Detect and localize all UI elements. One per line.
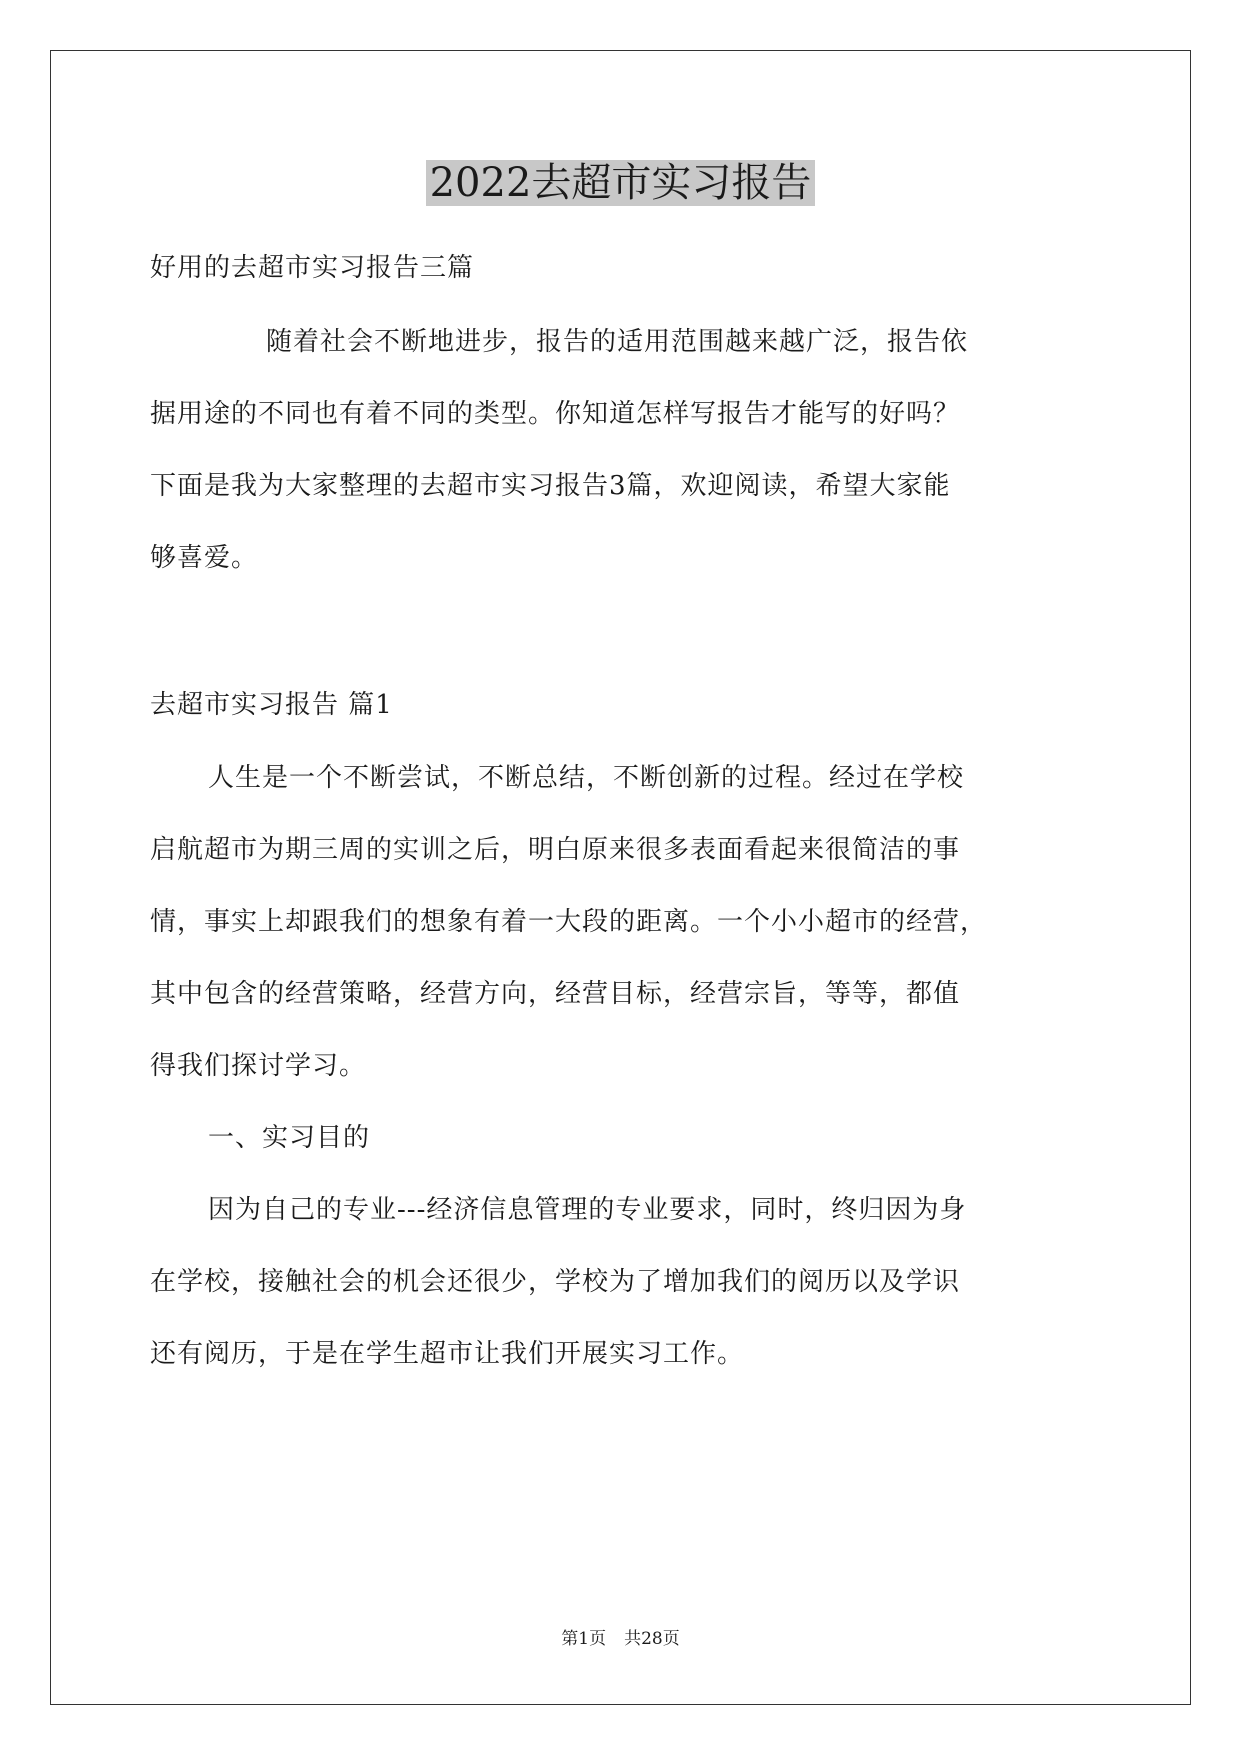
intro-line: 够喜爱。 (150, 543, 259, 573)
paragraph-line: 因为自己的专业---经济信息管理的专业要求，同时，终归因为身 (208, 1195, 967, 1225)
paragraph-line: 情，事实上却跟我们的想象有着一大段的距离。一个小小超市的经营， (150, 907, 988, 937)
paragraph-line: 还有阅历，于是在学生超市让我们开展实习工作。 (150, 1339, 745, 1369)
section-heading: 去超市实习报告 篇1 (150, 690, 393, 720)
subtitle: 好用的去超市实习报告三篇 (150, 253, 475, 283)
paragraph-line: 其中包含的经营策略，经营方向，经营目标，经营宗旨，等等，都值 (150, 979, 961, 1009)
page-frame (50, 50, 1191, 1705)
page-footer (0, 1627, 1241, 1651)
intro-line: 随着社会不断地进步，报告的适用范围越来越广泛，报告依 (266, 327, 969, 357)
page-total: 共28页 (624, 1629, 680, 1649)
intro-line: 据用途的不同也有着不同的类型。你知道怎样写报告才能写的好吗？ (150, 399, 961, 429)
paragraph-line: 在学校，接触社会的机会还很少，学校为了增加我们的阅历以及学识 (150, 1267, 961, 1297)
sub-heading: 一、实习目的 (208, 1123, 371, 1153)
intro-line: 下面是我为大家整理的去超市实习报告3篇，欢迎阅读，希望大家能 (150, 471, 951, 501)
paragraph-line: 启航超市为期三周的实训之后，明白原来很多表面看起来很简洁的事 (150, 835, 961, 865)
title-text: 2022去超市实习报告 (426, 160, 816, 206)
paragraph-line: 人生是一个不断尝试，不断总结，不断创新的过程。经过在学校 (208, 763, 965, 793)
page-number: 第1页 (561, 1629, 607, 1649)
document-title (0, 155, 1241, 211)
paragraph-line: 得我们探讨学习。 (150, 1051, 367, 1081)
